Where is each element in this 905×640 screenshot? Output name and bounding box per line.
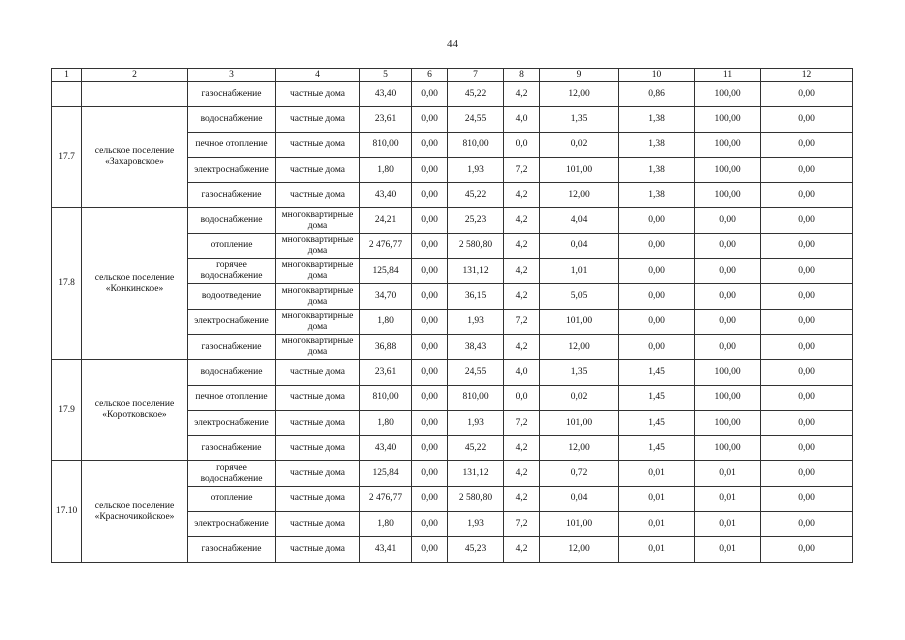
value-cell-c8: 7,2 (504, 410, 540, 435)
service-cell: водоснабжение (188, 360, 276, 385)
value-cell-c8: 4,2 (504, 233, 540, 258)
tariff-table (51, 68, 853, 563)
value-cell-c8: 4,2 (504, 183, 540, 208)
value-cell-c6: 0,00 (412, 208, 448, 233)
column-header: 9 (540, 69, 619, 82)
value-cell-c10: 0,00 (619, 208, 695, 233)
value-cell-c7: 1,93 (448, 410, 504, 435)
value-cell-c9: 1,35 (540, 107, 619, 132)
value-cell-c8: 4,2 (504, 259, 540, 284)
service-cell: электроснабжение (188, 157, 276, 182)
housing-type-cell: частные дома (276, 512, 360, 537)
value-cell-c7: 2 580,80 (448, 486, 504, 511)
value-cell-c11: 100,00 (695, 157, 761, 182)
value-cell-c5: 23,61 (360, 107, 412, 132)
value-cell-c7: 131,12 (448, 461, 504, 486)
service-cell: водоснабжение (188, 208, 276, 233)
value-cell-c7: 810,00 (448, 132, 504, 157)
table-body (52, 69, 853, 563)
value-cell-c12: 0,00 (761, 537, 853, 562)
value-cell-c10: 0,01 (619, 537, 695, 562)
group-name-cell: сельское поселение «Конкинское» (82, 208, 188, 360)
value-cell-c10: 1,38 (619, 157, 695, 182)
value-cell-c12: 0,00 (761, 132, 853, 157)
value-cell-c9: 0,02 (540, 132, 619, 157)
service-cell: горячее водоснабжение (188, 461, 276, 486)
value-cell-c11: 100,00 (695, 107, 761, 132)
table-row (52, 82, 853, 107)
service-cell: газоснабжение (188, 334, 276, 359)
housing-type-cell: частные дома (276, 360, 360, 385)
value-cell-c12: 0,00 (761, 107, 853, 132)
value-cell-c8: 4,2 (504, 436, 540, 461)
value-cell-c7: 1,93 (448, 512, 504, 537)
value-cell-c10: 0,01 (619, 486, 695, 511)
housing-type-cell: частные дома (276, 132, 360, 157)
value-cell-c9: 101,00 (540, 157, 619, 182)
value-cell-c7: 45,22 (448, 82, 504, 107)
value-cell-c11: 100,00 (695, 410, 761, 435)
service-cell: водоснабжение (188, 107, 276, 132)
value-cell-c10: 1,45 (619, 385, 695, 410)
value-cell-c6: 0,00 (412, 410, 448, 435)
value-cell-c8: 0,0 (504, 385, 540, 410)
service-cell: отопление (188, 486, 276, 511)
group-id-cell: 17.9 (52, 360, 82, 461)
housing-type-cell: частные дома (276, 183, 360, 208)
value-cell-c6: 0,00 (412, 183, 448, 208)
service-cell: горячее водоснабжение (188, 259, 276, 284)
value-cell-c12: 0,00 (761, 284, 853, 309)
table-row (52, 208, 853, 233)
column-header: 3 (188, 69, 276, 82)
housing-type-cell: частные дома (276, 410, 360, 435)
service-cell: электроснабжение (188, 512, 276, 537)
value-cell-c12: 0,00 (761, 233, 853, 258)
value-cell-c5: 2 476,77 (360, 233, 412, 258)
value-cell-c6: 0,00 (412, 157, 448, 182)
value-cell-c10: 0,86 (619, 82, 695, 107)
group-id-cell: 17.8 (52, 208, 82, 360)
value-cell-c12: 0,00 (761, 436, 853, 461)
value-cell-c6: 0,00 (412, 259, 448, 284)
value-cell-c11: 0,00 (695, 284, 761, 309)
value-cell-c6: 0,00 (412, 284, 448, 309)
value-cell-c9: 5,05 (540, 284, 619, 309)
value-cell-c12: 0,00 (761, 410, 853, 435)
column-header: 7 (448, 69, 504, 82)
value-cell-c7: 36,15 (448, 284, 504, 309)
group-name-cell: сельское поселение «Захаровское» (82, 107, 188, 208)
value-cell-c12: 0,00 (761, 334, 853, 359)
value-cell-c9: 12,00 (540, 436, 619, 461)
service-cell: газоснабжение (188, 436, 276, 461)
value-cell-c6: 0,00 (412, 385, 448, 410)
value-cell-c9: 0,02 (540, 385, 619, 410)
service-cell: печное отопление (188, 132, 276, 157)
service-cell: водоотведение (188, 284, 276, 309)
column-header: 11 (695, 69, 761, 82)
column-header: 1 (52, 69, 82, 82)
column-header: 10 (619, 69, 695, 82)
value-cell-c5: 1,80 (360, 512, 412, 537)
value-cell-c7: 45,22 (448, 183, 504, 208)
value-cell-c10: 0,00 (619, 284, 695, 309)
value-cell-c7: 1,93 (448, 309, 504, 334)
page-number: 44 (447, 38, 458, 50)
value-cell-c5: 1,80 (360, 157, 412, 182)
column-header: 2 (82, 69, 188, 82)
value-cell-c5: 43,40 (360, 183, 412, 208)
group-name-cell: сельское поселение «Коротковское» (82, 360, 188, 461)
value-cell-c9: 0,72 (540, 461, 619, 486)
value-cell-c8: 4,2 (504, 461, 540, 486)
value-cell-c10: 1,38 (619, 107, 695, 132)
value-cell-c5: 24,21 (360, 208, 412, 233)
value-cell-c5: 34,70 (360, 284, 412, 309)
value-cell-c10: 1,45 (619, 360, 695, 385)
value-cell-c9: 12,00 (540, 183, 619, 208)
value-cell-c11: 0,00 (695, 233, 761, 258)
value-cell-c11: 100,00 (695, 360, 761, 385)
service-cell: газоснабжение (188, 82, 276, 107)
table-row (52, 461, 853, 486)
value-cell-c5: 1,80 (360, 410, 412, 435)
value-cell-c7: 25,23 (448, 208, 504, 233)
value-cell-c10: 0,01 (619, 461, 695, 486)
group-id-cell: 17.10 (52, 461, 82, 562)
value-cell-c6: 0,00 (412, 486, 448, 511)
value-cell-c10: 1,38 (619, 132, 695, 157)
value-cell-c6: 0,00 (412, 436, 448, 461)
value-cell-c11: 0,01 (695, 537, 761, 562)
value-cell-c12: 0,00 (761, 486, 853, 511)
column-header: 6 (412, 69, 448, 82)
column-header-row (52, 69, 853, 82)
value-cell-c10: 1,45 (619, 436, 695, 461)
value-cell-c8: 4,2 (504, 537, 540, 562)
group-id-cell (52, 82, 82, 107)
value-cell-c11: 100,00 (695, 82, 761, 107)
value-cell-c9: 101,00 (540, 410, 619, 435)
value-cell-c11: 100,00 (695, 132, 761, 157)
value-cell-c9: 12,00 (540, 82, 619, 107)
value-cell-c8: 4,0 (504, 360, 540, 385)
housing-type-cell: многоквартирные дома (276, 309, 360, 334)
value-cell-c11: 0,00 (695, 309, 761, 334)
value-cell-c11: 0,01 (695, 461, 761, 486)
value-cell-c8: 4,0 (504, 107, 540, 132)
value-cell-c8: 0,0 (504, 132, 540, 157)
housing-type-cell: частные дома (276, 107, 360, 132)
value-cell-c6: 0,00 (412, 309, 448, 334)
value-cell-c9: 1,01 (540, 259, 619, 284)
value-cell-c6: 0,00 (412, 82, 448, 107)
value-cell-c12: 0,00 (761, 183, 853, 208)
value-cell-c12: 0,00 (761, 512, 853, 537)
value-cell-c8: 4,2 (504, 82, 540, 107)
service-cell: отопление (188, 233, 276, 258)
value-cell-c5: 23,61 (360, 360, 412, 385)
value-cell-c12: 0,00 (761, 309, 853, 334)
value-cell-c11: 0,00 (695, 259, 761, 284)
value-cell-c5: 2 476,77 (360, 486, 412, 511)
value-cell-c12: 0,00 (761, 259, 853, 284)
value-cell-c5: 125,84 (360, 461, 412, 486)
value-cell-c10: 0,00 (619, 233, 695, 258)
value-cell-c11: 100,00 (695, 183, 761, 208)
value-cell-c8: 7,2 (504, 512, 540, 537)
group-name-cell (82, 82, 188, 107)
value-cell-c10: 1,45 (619, 410, 695, 435)
value-cell-c10: 1,38 (619, 183, 695, 208)
value-cell-c9: 101,00 (540, 512, 619, 537)
housing-type-cell: частные дома (276, 461, 360, 486)
value-cell-c5: 43,40 (360, 82, 412, 107)
value-cell-c12: 0,00 (761, 385, 853, 410)
value-cell-c5: 36,88 (360, 334, 412, 359)
value-cell-c8: 4,2 (504, 334, 540, 359)
value-cell-c9: 1,35 (540, 360, 619, 385)
housing-type-cell: частные дома (276, 157, 360, 182)
service-cell: электроснабжение (188, 309, 276, 334)
column-header: 12 (761, 69, 853, 82)
table-row (52, 360, 853, 385)
value-cell-c8: 7,2 (504, 309, 540, 334)
value-cell-c12: 0,00 (761, 82, 853, 107)
value-cell-c12: 0,00 (761, 157, 853, 182)
housing-type-cell: частные дома (276, 385, 360, 410)
value-cell-c7: 131,12 (448, 259, 504, 284)
housing-type-cell: многоквартирные дома (276, 284, 360, 309)
value-cell-c6: 0,00 (412, 360, 448, 385)
value-cell-c7: 810,00 (448, 385, 504, 410)
value-cell-c11: 0,00 (695, 334, 761, 359)
value-cell-c8: 4,2 (504, 284, 540, 309)
value-cell-c6: 0,00 (412, 132, 448, 157)
service-cell: газоснабжение (188, 537, 276, 562)
value-cell-c9: 4,04 (540, 208, 619, 233)
column-header: 5 (360, 69, 412, 82)
value-cell-c9: 101,00 (540, 309, 619, 334)
value-cell-c7: 38,43 (448, 334, 504, 359)
service-cell: печное отопление (188, 385, 276, 410)
housing-type-cell: частные дома (276, 82, 360, 107)
value-cell-c6: 0,00 (412, 233, 448, 258)
value-cell-c11: 0,00 (695, 208, 761, 233)
value-cell-c5: 43,41 (360, 537, 412, 562)
value-cell-c10: 0,00 (619, 259, 695, 284)
service-cell: газоснабжение (188, 183, 276, 208)
column-header: 4 (276, 69, 360, 82)
value-cell-c7: 45,23 (448, 537, 504, 562)
value-cell-c8: 7,2 (504, 157, 540, 182)
value-cell-c5: 1,80 (360, 309, 412, 334)
value-cell-c6: 0,00 (412, 107, 448, 132)
value-cell-c9: 0,04 (540, 233, 619, 258)
value-cell-c5: 125,84 (360, 259, 412, 284)
value-cell-c5: 43,40 (360, 436, 412, 461)
value-cell-c7: 2 580,80 (448, 233, 504, 258)
value-cell-c12: 0,00 (761, 360, 853, 385)
value-cell-c6: 0,00 (412, 512, 448, 537)
value-cell-c12: 0,00 (761, 208, 853, 233)
value-cell-c7: 1,93 (448, 157, 504, 182)
value-cell-c9: 12,00 (540, 537, 619, 562)
value-cell-c5: 810,00 (360, 132, 412, 157)
value-cell-c7: 24,55 (448, 107, 504, 132)
group-id-cell: 17.7 (52, 107, 82, 208)
value-cell-c8: 4,2 (504, 486, 540, 511)
value-cell-c11: 100,00 (695, 436, 761, 461)
value-cell-c6: 0,00 (412, 461, 448, 486)
value-cell-c8: 4,2 (504, 208, 540, 233)
value-cell-c12: 0,00 (761, 461, 853, 486)
housing-type-cell: частные дома (276, 537, 360, 562)
value-cell-c7: 45,22 (448, 436, 504, 461)
value-cell-c11: 0,01 (695, 512, 761, 537)
housing-type-cell: многоквартирные дома (276, 233, 360, 258)
housing-type-cell: частные дома (276, 436, 360, 461)
value-cell-c9: 0,04 (540, 486, 619, 511)
value-cell-c7: 24,55 (448, 360, 504, 385)
value-cell-c6: 0,00 (412, 334, 448, 359)
value-cell-c10: 0,00 (619, 334, 695, 359)
housing-type-cell: частные дома (276, 486, 360, 511)
value-cell-c5: 810,00 (360, 385, 412, 410)
value-cell-c10: 0,00 (619, 309, 695, 334)
value-cell-c10: 0,01 (619, 512, 695, 537)
column-header: 8 (504, 69, 540, 82)
value-cell-c11: 100,00 (695, 385, 761, 410)
group-name-cell: сельское поселение «Красночикойское» (82, 461, 188, 562)
service-cell: электроснабжение (188, 410, 276, 435)
value-cell-c9: 12,00 (540, 334, 619, 359)
value-cell-c11: 0,01 (695, 486, 761, 511)
value-cell-c6: 0,00 (412, 537, 448, 562)
housing-type-cell: многоквартирные дома (276, 334, 360, 359)
housing-type-cell: многоквартирные дома (276, 208, 360, 233)
housing-type-cell: многоквартирные дома (276, 259, 360, 284)
table-row (52, 107, 853, 132)
